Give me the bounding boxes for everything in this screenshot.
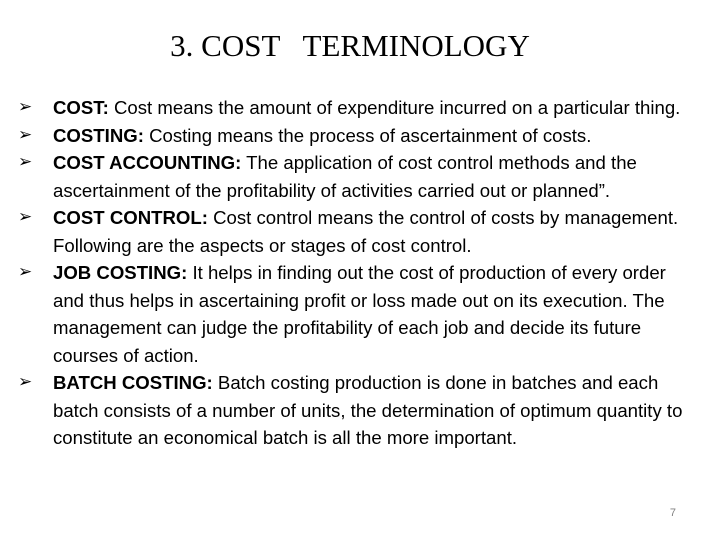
term-label: COSTING: [53, 124, 144, 146]
term-label: COST: [53, 97, 109, 118]
list-item-cost-control [18, 204, 694, 259]
term-definition: Cost means the amount of expenditure incurred on a particular thing. [108, 97, 681, 118]
terminology-list [18, 94, 694, 452]
list-item-cost-accounting [18, 149, 694, 204]
term-label: JOB COSTING: [53, 262, 188, 283]
term-label: COST ACCOUNTING: [53, 152, 242, 173]
term-definition: Cost control means the control of costs by management. Following are the aspects or stages of cost control. [53, 207, 679, 256]
term-label: COST CONTROL: [53, 207, 208, 228]
term-definition: Costing means the process of ascertainment of costs. [143, 124, 592, 146]
arrow-bullet-icon: ➢ [18, 372, 33, 392]
arrow-bullet-icon: ➢ [18, 124, 33, 145]
arrow-bullet-icon: ➢ [18, 152, 33, 172]
term-label: BATCH COSTING: [53, 372, 213, 393]
slide-title: 3. COST TERMINOLOGY [170, 28, 530, 63]
term-definition: Batch costing production is done in batches and each batch consists of a number of units, the determination of optimum quantity to constitute an economical batch is all the more important. [53, 372, 683, 448]
arrow-bullet-icon: ➢ [18, 97, 33, 117]
term-definition: It helps in finding out the cost of production of every order and thus helps in ascertaining profit or loss made out on its execution. The management can judge the profitability of each job and decide its future courses of action. [53, 262, 666, 366]
page-number: 7 [669, 507, 676, 519]
list-item-cost [18, 94, 694, 122]
arrow-bullet-icon: ➢ [18, 262, 33, 282]
list-item-job-costing [18, 259, 694, 369]
term-definition: The application of cost control methods and the ascertainment of the profitability of activities carried out or planned”. [53, 152, 637, 201]
list-item-batch-costing [18, 369, 694, 452]
arrow-bullet-icon: ➢ [18, 207, 33, 227]
list-item-costing [18, 122, 694, 150]
